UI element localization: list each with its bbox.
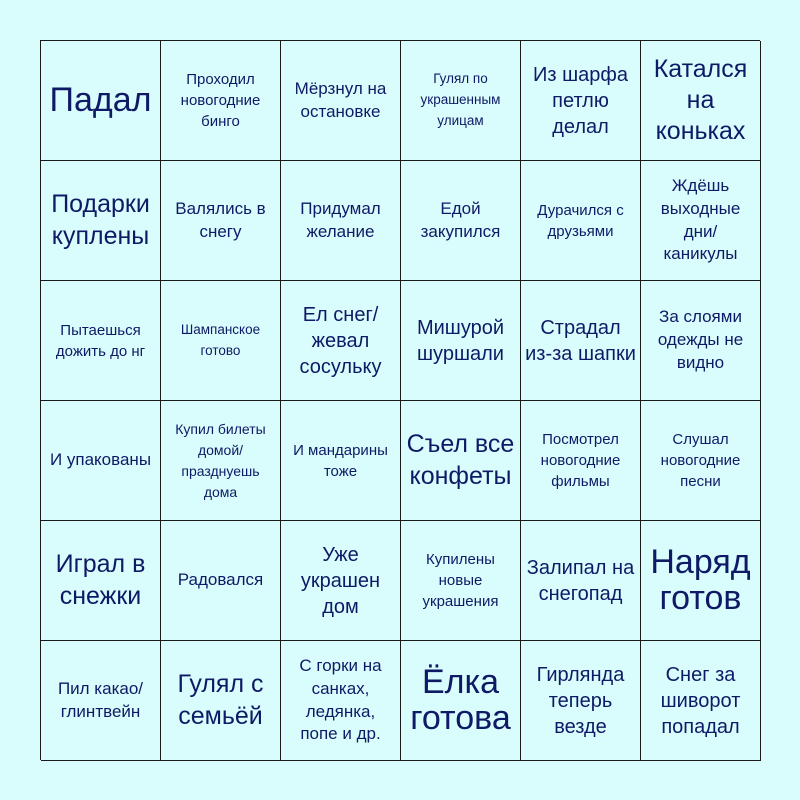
bingo-cell[interactable]: Мишурой шуршали [401, 281, 521, 401]
bingo-cell[interactable]: За слоями одежды не видно [641, 281, 761, 401]
bingo-cell[interactable]: Ёлка готова [401, 641, 521, 761]
bingo-cell[interactable]: Снег за шиворот попадал [641, 641, 761, 761]
bingo-cell[interactable]: Мёрзнул на остановке [281, 41, 401, 161]
bingo-cell[interactable]: Ел снег/ жевал сосульку [281, 281, 401, 401]
bingo-cell[interactable]: Шампанское готово [161, 281, 281, 401]
bingo-cell[interactable]: Гулял по украшенным улицам [401, 41, 521, 161]
bingo-cell[interactable]: Наряд готов [641, 521, 761, 641]
bingo-cell[interactable]: Гулял с семьёй [161, 641, 281, 761]
bingo-cell[interactable]: Купилены новые украшения [401, 521, 521, 641]
bingo-cell[interactable]: Радовался [161, 521, 281, 641]
bingo-cell[interactable]: И упакованы [41, 401, 161, 521]
bingo-cell[interactable]: Падал [41, 41, 161, 161]
bingo-cell[interactable]: Съел все конфеты [401, 401, 521, 521]
bingo-cell[interactable]: Ждёшь выходные дни/ каникулы [641, 161, 761, 281]
bingo-cell[interactable]: Страдал из-за шапки [521, 281, 641, 401]
bingo-cell[interactable]: Катался на коньках [641, 41, 761, 161]
bingo-board [40, 40, 760, 760]
bingo-cell[interactable]: Слушал новогодние песни [641, 401, 761, 521]
bingo-cell[interactable]: И мандарины тоже [281, 401, 401, 521]
bingo-cell[interactable]: Посмотрел новогодние фильмы [521, 401, 641, 521]
bingo-cell[interactable]: Уже украшен дом [281, 521, 401, 641]
bingo-cell[interactable]: Придумал желание [281, 161, 401, 281]
bingo-cell[interactable]: Купил билеты домой/ празднуешь дома [161, 401, 281, 521]
bingo-cell[interactable]: Дурачился с друзьями [521, 161, 641, 281]
bingo-cell[interactable]: С горки на санках, ледянка, попе и др. [281, 641, 401, 761]
bingo-cell[interactable]: Едой закупился [401, 161, 521, 281]
bingo-cell[interactable]: Подарки куплены [41, 161, 161, 281]
bingo-cell[interactable]: Из шарфа петлю делал [521, 41, 641, 161]
bingo-cell[interactable]: Валялись в снегу [161, 161, 281, 281]
bingo-cell[interactable]: Проходил новогодние бинго [161, 41, 281, 161]
bingo-cell[interactable]: Пытаешься дожить до нг [41, 281, 161, 401]
bingo-cell[interactable]: Залипал на снегопад [521, 521, 641, 641]
bingo-cell[interactable]: Играл в снежки [41, 521, 161, 641]
bingo-cell[interactable]: Гирлянда теперь везде [521, 641, 641, 761]
bingo-cell[interactable]: Пил какао/ глинтвейн [41, 641, 161, 761]
